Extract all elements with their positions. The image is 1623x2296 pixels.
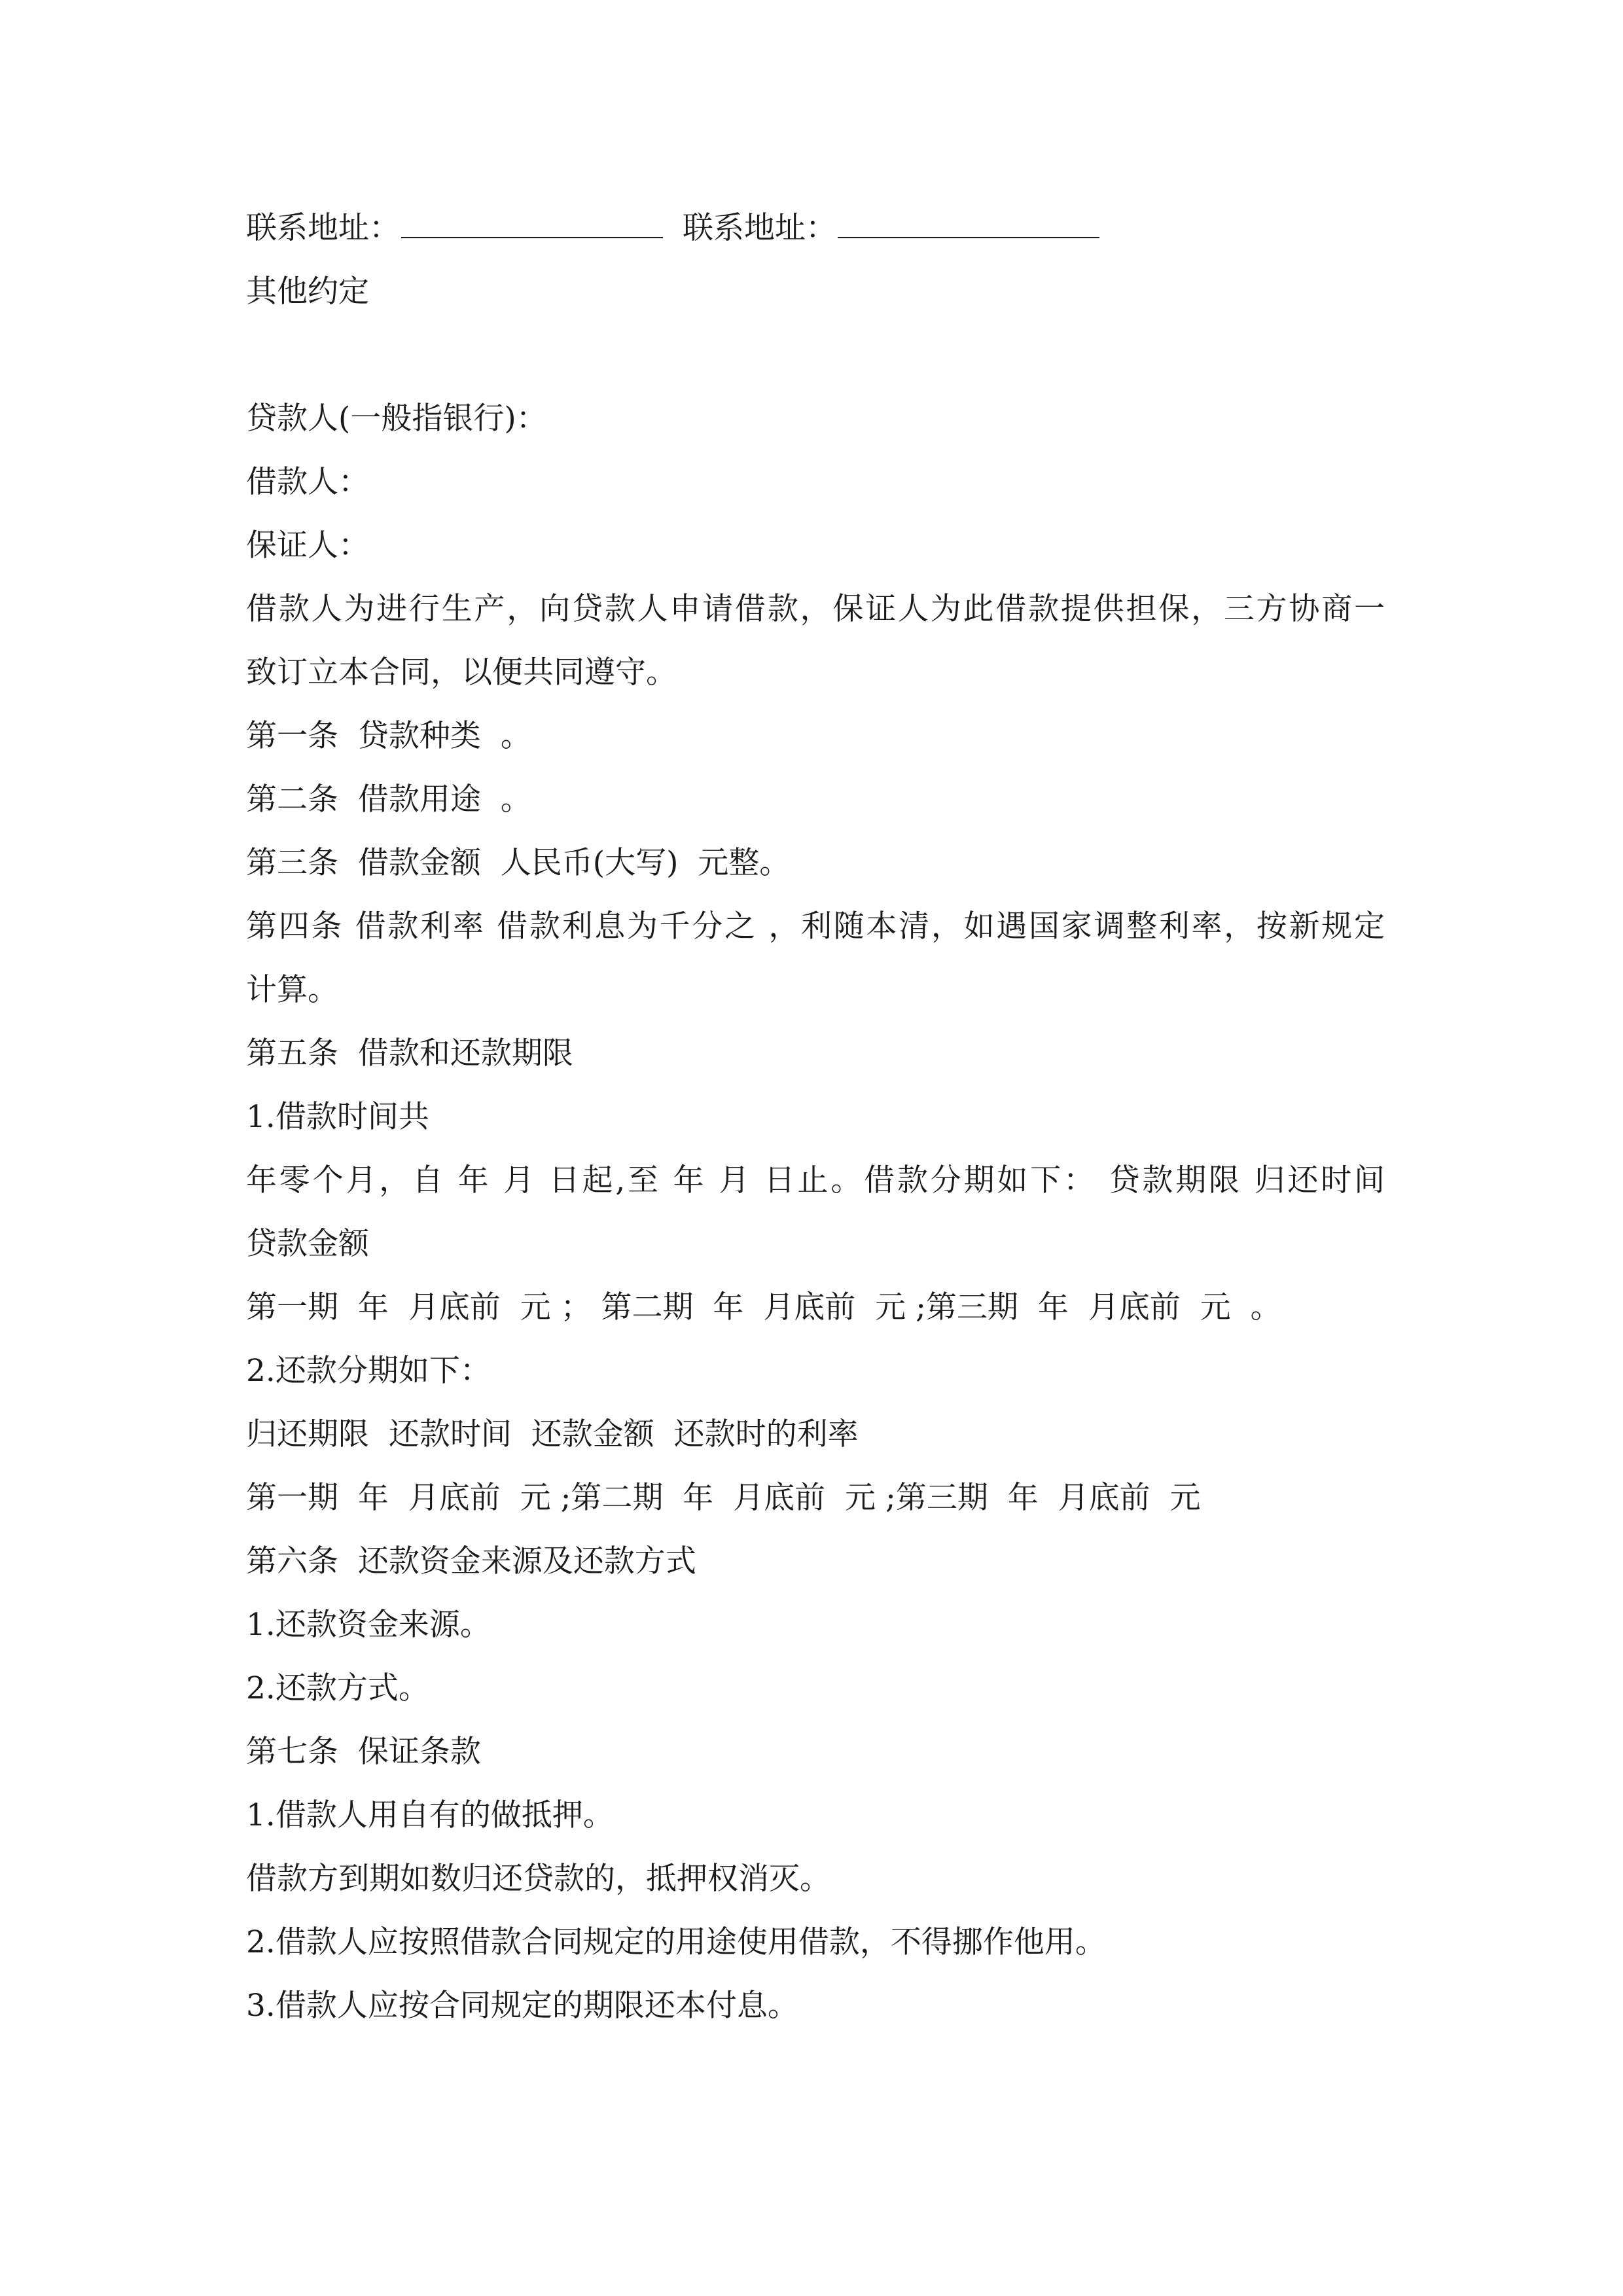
article-7-item-1: 1.借款人用自有的做抵押。 xyxy=(246,1797,614,1833)
lender-line: 贷款人(一般指银行)： xyxy=(246,401,547,437)
contact-address-row xyxy=(246,196,1385,260)
article-7-item-1-note: 借款方到期如数归还贷款的，抵押权消灭。 xyxy=(246,1861,830,1897)
article-7-heading: 第七条 保证条款 xyxy=(246,1734,481,1770)
repayment-installments-line: 第一期 年 月底前 元 ;第二期 年 月底前 元 ;第三期 年 月底前 元 xyxy=(246,1480,1201,1516)
loan-installments-line: 第一期 年 月底前 元 ； 第二期 年 月底前 元 ;第三期 年 月底前 元 。 xyxy=(246,1289,1281,1325)
article-7-item-2: 2.借款人应按照借款合同规定的用途使用借款，不得挪作他用。 xyxy=(246,1924,1106,1960)
article-6-item-2: 2.还款方式。 xyxy=(246,1670,429,1706)
borrower-line: 借款人： xyxy=(246,464,369,500)
article-7-item-3: 3.借款人应按合同规定的期限还本付息。 xyxy=(246,1988,798,2024)
article-5-item-2: 2.还款分期如下： xyxy=(246,1353,491,1389)
blank-line xyxy=(246,323,1385,387)
other-agreements-heading: 其他约定 xyxy=(246,274,369,310)
article-6-heading: 第六条 还款资金来源及还款方式 xyxy=(246,1543,696,1579)
article-4-line-1: 第四条 借款利率 借款利息为千分之 ，利随本清，如遇国家调整利率，按新规定 xyxy=(246,908,1385,944)
preamble-line-2: 致订立本合同，以便共同遵守。 xyxy=(246,655,677,691)
contact-address-blank-left xyxy=(401,204,663,238)
article-1: 第一条 贷款种类 。 xyxy=(246,718,531,754)
article-3: 第三条 借款金额 人民币(大写) 元整。 xyxy=(246,845,791,881)
document-body xyxy=(246,196,1385,2037)
article-5-heading: 第五条 借款和还款期限 xyxy=(246,1035,573,1071)
loan-period-line-2: 贷款金额 xyxy=(246,1226,369,1262)
article-4-line-2: 计算。 xyxy=(246,972,338,1008)
article-2: 第二条 借款用途 。 xyxy=(246,781,531,817)
article-5-item-1: 1.借款时间共 xyxy=(246,1099,429,1135)
contact-address-blank-right xyxy=(838,204,1099,238)
preamble-line-1: 借款人为进行生产，向贷款人申请借款，保证人为此借款提供担保，三方协商一 xyxy=(246,591,1385,627)
article-6-item-1: 1.还款资金来源。 xyxy=(246,1607,491,1643)
repayment-table-header: 归还期限 还款时间 还款金额 还款时的利率 xyxy=(246,1416,859,1452)
contact-address-label-left: 联系地址： xyxy=(246,210,400,246)
contact-address-label-right: 联系地址： xyxy=(683,210,836,246)
loan-period-line-1: 年零个月，自 年 月 日起,至 年 月 日止。借款分期如下： 贷款期限 归还时间 xyxy=(246,1162,1385,1198)
guarantor-line: 保证人： xyxy=(246,528,369,564)
